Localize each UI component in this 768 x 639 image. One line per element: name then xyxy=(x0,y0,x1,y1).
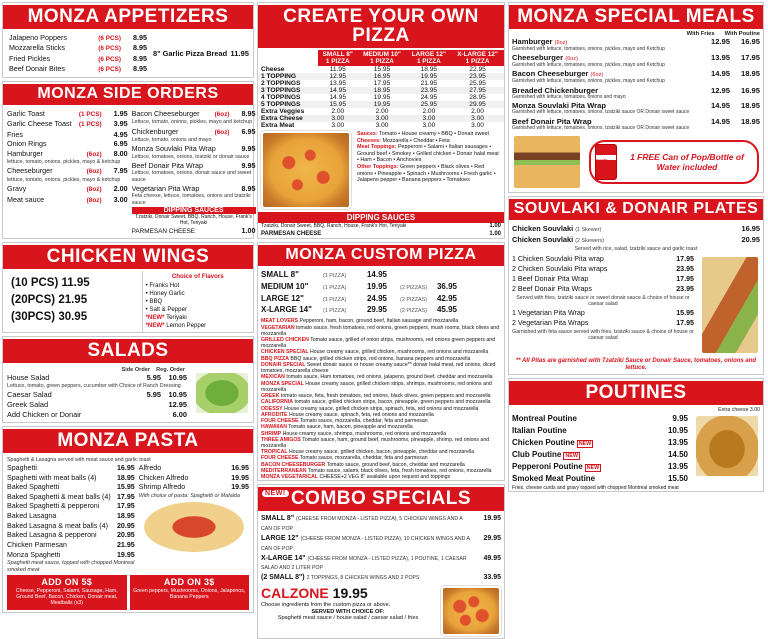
list-item: 2 Beef Donair Pita Wraps 23.95 xyxy=(512,285,694,294)
list-item: • Salt & Pepper xyxy=(145,305,187,313)
list-item: MONZA VEGETARICAL CHEESE+2 VEG 8" available upon request and toppings xyxy=(261,474,451,481)
item-price: 8.95 xyxy=(133,43,147,53)
list-item xyxy=(7,149,128,159)
list-item: • Honey Garlic xyxy=(145,289,185,297)
section-appetizers xyxy=(2,2,254,78)
item-qty: (6oz) xyxy=(214,110,230,118)
col-with-fries: With Fries xyxy=(686,31,715,37)
list-item: Baked Lasagna & pepperoni 20.95 xyxy=(7,531,135,540)
pasta-left-column xyxy=(7,464,135,573)
list-item: Chicken Alfredo 19.95 xyxy=(138,473,249,482)
flavour-header: Choice of Flavors xyxy=(171,273,224,281)
addon-box-3: ADD ON 3$ Green peppers, Mushrooms, Onions, Jalapenos, Banana Peppers xyxy=(130,575,250,610)
list-item: SMALL 8" (CHEESE FROM MONZA - LISTED PIZZA), 5 CHICKEN WINGS AND A CAN OF POP 19.95 xyxy=(261,515,501,533)
list-item: LARGE 12" (1 PIZZA) 24.95 (2 PIZZAS) 42.95 xyxy=(261,293,457,303)
list-item: Greek Salad 12.95 xyxy=(7,399,187,409)
item-qty: (6oz) xyxy=(214,128,230,136)
item-name: Beef Donair Pita Wrap xyxy=(131,160,203,170)
table-row: 4 TOPPINGS 14.95 19.95 24.95 28.95 xyxy=(261,94,486,101)
section-salads xyxy=(2,336,254,423)
item-price: 9.95 xyxy=(241,144,256,154)
list-item: • Franks Hot xyxy=(145,281,180,289)
specialty-pizza-list xyxy=(258,318,504,480)
wings-sizes xyxy=(3,271,142,331)
item-price: 8.00 xyxy=(113,148,128,158)
list-item xyxy=(11,294,138,306)
item-price: 1.00 xyxy=(241,225,256,235)
list-item: Baked Spaghetti & pepperoni 17.95 xyxy=(7,502,135,511)
list-item xyxy=(7,166,128,176)
list-item: 1 Vegetarian Pita Wrap 15.95 xyxy=(512,309,694,318)
col-medium: MEDIUM 10" 1 PIZZA xyxy=(357,50,406,66)
item-price: 4.95 xyxy=(113,129,128,139)
list-item xyxy=(7,109,128,119)
list-item xyxy=(7,139,128,149)
list-item: Sauces: Tomato • House creamy • BBQ • Donair sweet xyxy=(357,131,490,137)
list-item: X-LARGE 14" (CHEESE FROM MONZA - LISTED PIZZA), 1 POUTINE, 1 CAESAR SALAD AND 2 LITER POP 49.95 xyxy=(261,554,501,572)
list-item: Italian Poutine 10.95 xyxy=(512,426,688,436)
item-price: 8.95 xyxy=(133,53,147,63)
item-name: Mozzarella Sticks xyxy=(9,43,65,53)
list-item: *NEW* Lemon Pepper xyxy=(145,321,207,329)
list-item: House Salad 5.95 10.95 xyxy=(7,372,187,382)
list-item: CHICKEN SPECIAL House creamy sauce, grilled chicken, mushrooms, red onions and mozzarella xyxy=(261,349,489,356)
list-item: Caesar Salad 5.95 10.95 xyxy=(7,389,187,399)
souvlaki-title: SOUVLAKI & DONAIR PLATES xyxy=(509,197,763,222)
item-desc: lettuce, tomato, onions, pickles, mayo & ketchup xyxy=(7,176,121,183)
item-price: 8.95 xyxy=(241,108,256,118)
item-price: 8.95 xyxy=(241,183,256,193)
list-item: VEGETARIAN tomato sauce, fresh tomatoes, red onions, green peppers, mush rooms, black olives and mozzarella xyxy=(261,324,500,337)
table-row: Extra Veggies 2.00 2.00 2.00 2.00 xyxy=(261,108,484,115)
section-souvlaki-donair xyxy=(508,196,764,375)
list-item: FOUR CHEESE Tomato sauce, mozzarella, cheddar, feta and parmesan xyxy=(261,455,428,462)
item-price: 3.00 xyxy=(113,194,128,204)
table-row: 3 TOPPINGS 14.95 18.95 23.95 27.95 xyxy=(258,87,504,94)
item-name: Caesar Salad xyxy=(7,389,52,399)
create-pizza-title: CREATE YOUR OWN PIZZA xyxy=(258,3,504,50)
list-item xyxy=(132,109,256,119)
coke-can-icon: Coca-Cola xyxy=(595,144,617,180)
item-name: PARMESAN CHEESE xyxy=(131,227,196,235)
sides-left-column xyxy=(7,109,128,237)
promo-text: 1 FREE Can of Pop/Bottle of Water included xyxy=(630,152,744,173)
pizza-photo xyxy=(261,131,351,209)
list-item: TROPICAL House creamy sauce, grilled chicken, bacon, pineapple, cheddar and mozzarella xyxy=(261,449,475,456)
calzone-price: 19.95 xyxy=(332,584,368,601)
item-price: 8.95 xyxy=(133,64,147,74)
item-desc: lettuce, tomato, onions, pickles, mayo & ketchup xyxy=(7,159,121,166)
dipping-title: DIPPING SAUCES xyxy=(132,207,256,214)
pasta-subtitle: Spaghetti & Lasagna served with meat sauce and garlic toast xyxy=(7,456,151,463)
item-price: 2.00 xyxy=(113,184,128,194)
item-price: 3.95 xyxy=(113,119,128,129)
custom-pizza-title: MONZA CUSTOM PIZZA xyxy=(258,243,504,268)
list-item: AFRODITE House creamy sauce, spinach, feta, red onions and mozzarella xyxy=(261,411,434,418)
list-item xyxy=(11,277,138,289)
list-item: Club Poutine NEW 14.50 xyxy=(512,450,688,460)
wing-price: 30.95 xyxy=(58,311,88,324)
list-item xyxy=(132,226,256,236)
col-large: LARGE 12" 1 PIZZA xyxy=(407,50,452,66)
item-name: Jalapeno Poppers xyxy=(9,33,67,42)
list-item: THREE AMIGOS Tomato sauce, ham, ground beef, mushrooms, pineapple, shrimp, red onions and mozzarella xyxy=(261,436,490,449)
item-desc: Lettuce, tomatoes, onions, tzatziki or donair sauce xyxy=(131,153,250,160)
item-name: Hamburger xyxy=(7,148,43,158)
section-special-meals xyxy=(508,2,764,193)
list-item: Meat Toppings: Pepperoni • Salami • Italian sausages • Ground beef • Smokey • Grilled chicken • Donair halal meat • Ham • Bacon • Anchovies xyxy=(357,144,499,164)
item-name: Add Chicken or Donair xyxy=(7,409,82,419)
salad-col-2: Reg. Order xyxy=(156,366,185,373)
list-item: Chicken Poutine NEW 13.95 xyxy=(512,438,688,448)
table-row: Cheese 11.95 15.95 18.95 22.95 xyxy=(261,66,486,73)
list-item xyxy=(7,184,128,194)
list-item: Bacon Cheeseburger (6oz) 14.95 18.95 xyxy=(512,69,760,79)
list-item: 1 Beef Donair Pita Wrap 17.95 xyxy=(512,275,694,284)
pasta-note: Spaghetti meat sauce, topped with chopped Montreal smoked meat xyxy=(7,560,135,573)
list-item xyxy=(7,64,149,74)
list-item: SHRIMP House creamy sauce, shrimps, mushrooms, red onions and mozzarella xyxy=(261,430,447,437)
col-xlarge: X-LARGE 12" 1 PIZZA xyxy=(451,50,504,66)
poutine-photo xyxy=(694,414,760,478)
list-item: MEAT LOVERS Pepperoni, ham, bacon, ground beef, Italian sausage and mozzarella xyxy=(261,318,459,325)
list-item xyxy=(7,33,149,43)
item-name: Onion Rings xyxy=(7,139,47,149)
list-item: GRILLED CHICKEN Tomato sauce, grilled of onion strips, mushrooms, red onions green peppers and mozzarella xyxy=(261,337,496,350)
list-item: MEXICAN tomato sauce, Ham tomatoes, red onions, jalapeno, ground beef, cheddar and mozzarella xyxy=(261,374,493,381)
wrap-note: Served with fries, tzatziki sauce or sweet donair sauce & choice of house or caesar salad xyxy=(516,295,690,308)
list-item: Spaghetti with meat balls (4) 18.95 xyxy=(7,473,135,482)
wing-price: 21.95 xyxy=(58,294,88,307)
item-name: Vegetarian Pita Wrap xyxy=(131,183,200,193)
section-custom-pizza xyxy=(257,242,505,481)
souvlaki-photo xyxy=(700,255,760,355)
appetizers-title: MONZA APPETIZERS xyxy=(3,3,253,31)
list-item: CALIFORNIA tomato sauce, grilled chicken strips, bacon, pineapple, green peppers and mozzarella xyxy=(261,399,491,406)
list-item: MEDITERRANEAN Tomato sauce, salami, black olives, feta, fresh tomatoes, red onions, mozzarella xyxy=(261,467,492,474)
item-qty: (1 PCS) xyxy=(78,110,102,118)
pasta-photo xyxy=(142,500,246,554)
item-name: Gravy xyxy=(7,184,27,194)
free-drink-promo xyxy=(589,140,759,184)
special-meals-list: Hamburger (6oz) 12.95 16.95 Garnished with lettuce, tomatoes, onions, pickles, mayo and Ketchup Cheeseburger (6oz) 13.95 17.95 Garnished with lettuce, tomatoes, onions, pickles, mayo and Ketchup Bacon Cheeseburger (6oz) 14.95 18.95 Garnished with lettuce, tomatoes, onions, pickles, mayo and Ketchup Breaded Chickenburger 12.95 16.95 Garnished with lettuce, tomatoes, onions and mayo Monza Souvlaki Pita Wrap 14.95 18.95 Garnished with lettuce, tomatoes, onions, tzatziki sauce OR Donair sweet sauce Beef Donair Pita Wrap 14.95 18.95 Garnished with lettuce, tomatoes, onions, tzatziki sauce OR Donair sweet sauce xyxy=(509,37,763,132)
item-name: Garlic Cheese Toast xyxy=(7,119,72,129)
table-row: Extra Meat 3.00 3.00 3.00 3.00 xyxy=(261,122,484,129)
item-name: Fried Pickles xyxy=(9,53,51,63)
table-row: Extra Cheese 3.00 3.00 3.00 3.00 xyxy=(258,115,504,122)
item-name: Chickenburger xyxy=(131,126,179,136)
wings-flavours xyxy=(142,271,253,331)
list-item: Baked Lasagna 18.95 xyxy=(7,512,135,521)
wing-size: (10 PCS) xyxy=(11,277,59,290)
list-item: Shrimp Alfredo 19.95 xyxy=(138,483,249,492)
item-name: House Salad xyxy=(7,372,50,382)
special-meals-title: MONZA SPECIAL MEALS xyxy=(509,3,763,31)
item-qty: (6oz) xyxy=(86,168,102,176)
calzone-served: SERVED WITH CHOICE OF: xyxy=(311,608,385,615)
list-item: Breaded Chickenburger 12.95 16.95 xyxy=(512,85,760,95)
list-item: FOUR CHEESE Tomato sauce, mozzarella, cheddar, feta and parmesan xyxy=(261,418,428,425)
list-item: Tzatziki, Donair Sweet, BBQ, Ranch, House, Frank's Hot, Teriyaki 1.00 xyxy=(261,223,501,229)
item-desc: Lettuce, tomato, green peppers, cucumber with Choice of Ranch Dressing xyxy=(7,382,181,389)
pasta-title: MONZA PASTA xyxy=(3,427,253,455)
list-item xyxy=(7,119,128,129)
list-item: SMALL 8" (1 PIZZA) 14.95 xyxy=(261,270,387,279)
item-name: Bacon Cheeseburger xyxy=(131,108,200,118)
item-qty: (6 PCS) xyxy=(98,35,121,42)
item-desc: Lettuce, tomato, onions, pickles, mayo and ketchup xyxy=(131,119,253,126)
list-item: Montreal Poutine 9.95 xyxy=(512,414,688,424)
list-item: ODESSY House creamy sauce, grilled chicken strips, spinach, feta, red onions and mozzarella xyxy=(261,405,479,412)
list-item: 2 Vegetarian Pita Wraps 17.95 xyxy=(512,319,694,328)
salad-photo xyxy=(194,371,250,415)
list-item: MEDIUM 10" (1 PIZZA) 19.95 (2 PIZZAS) 36.95 xyxy=(261,281,457,291)
list-item xyxy=(7,130,128,140)
calzone-photo xyxy=(441,586,501,636)
list-item: HAWAIIAN Tomato sauce, ham, bacon, pineapple and mozzarella xyxy=(261,424,413,431)
item-name: Meat sauce xyxy=(7,194,45,204)
item-qty: (1 PCS) xyxy=(78,121,102,129)
poutine-note: Fries, cheese curds and gravy topped with chopped Montreal smoked meat xyxy=(512,485,679,492)
list-item: Smoked Meat Poutine 15.50 xyxy=(512,474,688,484)
item-qty: (6 PCS) xyxy=(98,66,121,74)
item-qty: (6 PCS) xyxy=(98,45,121,53)
calzone-label: CALZONE xyxy=(261,584,329,601)
list-item xyxy=(7,54,149,64)
list-item: Monza Souvlaki Pita Wrap 14.95 18.95 xyxy=(512,101,760,111)
list-item: (2 SMALL 8") 2 TOPPINGS, 8 CHICKEN WINGS AND 2 POPS 33.95 xyxy=(261,574,501,582)
list-item: X-LARGE 14" (1 PIZZA) 29.95 (2 PIZZAS) 45.95 xyxy=(261,305,457,315)
list-item: DONAIR SPECIAL Sweet donair sauce or house creamy sauce** donair halal meat, red onions, diced tomatoes, mozzarella cheese xyxy=(261,361,496,375)
burger-photo xyxy=(512,134,582,190)
item-qty: (8oz) xyxy=(86,196,102,204)
salads-title: SALADS xyxy=(3,337,253,365)
combo-title-band xyxy=(258,485,504,513)
plate-note: Served with rice, salad, tzatziki sauce and garlic toast xyxy=(574,246,698,253)
item-price: 6.95 xyxy=(241,126,256,136)
list-item: *NEW* Teriyaki xyxy=(145,313,187,321)
list-item: Chicken Parmesan 21.95 xyxy=(7,541,135,550)
item-name: Cheeseburger xyxy=(7,166,53,176)
dipping-sauces-title: DIPPING SAUCES xyxy=(258,212,504,223)
item-price: 7.95 xyxy=(113,166,128,176)
item-name: Monza Souvlaki Pita Wrap xyxy=(131,144,216,154)
list-item: Chicken Souvlaki (2 Skewers) 20.95 xyxy=(512,234,760,244)
pasta-right-note: With choice of pasta: Spaghetti or Mafalda xyxy=(138,492,240,499)
item-price: 1.95 xyxy=(113,108,128,118)
calzone-options: Spaghetti meat sauce / house salad / caesar salad / fries xyxy=(277,614,419,621)
section-pasta xyxy=(2,426,254,613)
list-item: • BBQ xyxy=(145,297,163,305)
list-item xyxy=(132,161,256,171)
garlic-bread-name: 8" Garlic Pizza Bread xyxy=(153,49,228,59)
list-item xyxy=(132,144,256,154)
wing-size: (20PCS) xyxy=(11,294,56,307)
salad-col-1: Side Order xyxy=(121,366,151,373)
combo-title: COMBO SPECIALS xyxy=(290,488,472,510)
souvlaki-footer: ** All Pitas are garnished with Tzatziki Sauce or Donair Sauce, tomatoes, onions and lettuce. xyxy=(515,358,757,372)
table-row: 1 TOPPING 12.95 16.95 19.95 23.95 xyxy=(258,73,504,80)
garlic-bread-price: 11.95 xyxy=(230,49,249,59)
list-item: Beef Donair Pita Wrap 14.95 18.95 xyxy=(512,116,760,126)
column-right xyxy=(508,2,764,492)
column-middle xyxy=(257,2,505,621)
list-item xyxy=(132,127,256,137)
item-qty: (6oz) xyxy=(86,150,102,158)
list-item: Cheeseburger (6oz) 13.95 17.95 xyxy=(512,53,760,63)
item-desc: Lettuce, tomatoes, onions, donair sauce and sweet sauce xyxy=(131,170,252,183)
list-item: BACON CHEESEBURGER Tomato sauce, ground beef, bacon, cheddar and mozzarella xyxy=(261,461,465,468)
list-item: Monza Spaghetti 19.95 xyxy=(7,550,135,559)
list-item: BBQ PIZZA BBQ sauce, grilled chicken strips, red onions, banana peppers and mozzarella xyxy=(261,355,471,362)
section-combo-specials xyxy=(257,484,505,639)
list-item: LARGE 12" (CHEESE FROM MONZA - LISTED PIZZA), 10 CHICKEN WINGS AND A CAN OF POP 29.95 xyxy=(261,535,501,552)
list-item: Hamburger (6oz) 12.95 16.95 xyxy=(512,37,760,46)
item-qty: (8oz) xyxy=(86,186,102,194)
list-item: Cheeses: Mozzarella • Cheddar • Feta xyxy=(357,137,450,144)
list-item: 1 Chicken Souvlaki Pita wrap 17.95 xyxy=(512,255,694,264)
poutine-extra: Extra cheese 3.00 xyxy=(718,407,760,414)
item-name: Greek Salad xyxy=(7,399,49,409)
item-qty: (6 PCS) xyxy=(98,55,121,63)
list-item xyxy=(11,311,138,323)
list-item: Pepperoni Poutine NEW 13.95 xyxy=(512,462,688,472)
list-item: Spaghetti 16.95 xyxy=(7,463,135,472)
topping-notes xyxy=(354,129,504,211)
pasta-right-column xyxy=(139,464,249,573)
list-item: 2 Chicken Souvlaki Pita wraps 23.95 xyxy=(512,265,694,274)
poutines-title: POUTINES xyxy=(509,379,763,407)
list-item: Baked Lasagna & meat balls (4) 20.95 xyxy=(7,521,135,530)
item-price: 6.95 xyxy=(113,139,128,149)
list-item xyxy=(7,195,128,205)
new-badge: NEW! xyxy=(262,490,289,497)
list-item: Baked Spaghetti 15.95 xyxy=(7,483,135,492)
section-chicken-wings xyxy=(2,242,254,332)
item-name: Fries xyxy=(7,129,23,139)
sides-right-column xyxy=(132,109,256,237)
list-item: Add Chicken or Donair 6.00 xyxy=(7,409,187,419)
list-item: Chicken Souvlaki (1 Skewer) 16.95 xyxy=(512,224,760,234)
item-desc: Lettuce, tomato, onions and mayo xyxy=(131,136,212,143)
list-item xyxy=(7,43,149,53)
section-poutines xyxy=(508,378,764,492)
list-item: GREEK tomato sauce, feta, fresh tomatoes, red onions, black olives, green peppers and mozzarella xyxy=(261,393,491,400)
addon-box-5: ADD ON 5$ Cheese, Pepperoni, Salami, Sausage, Ham, Ground Beef, Bacon, Chicken, Donair meat, Meatballs (x3) xyxy=(7,575,127,610)
table-row: 5 TOPPINGS 15.95 19.95 25.95 29.95 xyxy=(258,101,504,108)
pizza-price-table xyxy=(258,50,504,129)
sides-title: MONZA SIDE ORDERS xyxy=(3,82,253,107)
wings-title: CHICKEN WINGS xyxy=(3,243,253,271)
item-name: Garlic Toast xyxy=(7,108,45,118)
item-name: Beef Donair Bites xyxy=(9,64,65,74)
dipping-line: Tzatziki, Donair Sweet, BBQ, Ranch, House, Frank's Hot, Teriyaki xyxy=(135,213,252,226)
item-desc: Feta cheese, lettuce, tomatoes, onions and tzatziki sauce xyxy=(131,193,251,206)
item-price: 8.95 xyxy=(133,33,147,42)
table-row: 2 TOPPINGS 13.95 17.95 21.95 25.95 xyxy=(261,80,486,87)
wing-price: 11.95 xyxy=(61,277,90,290)
list-item: Other Toppings: Green peppers • Black olives • Red onions • Pineapple • Spinach • Mushrooms • Fresh garlic • Jalapeno pepper • Banana peppers • Tomatoes xyxy=(357,163,496,184)
veg-note: Garnished with feta sauce served with fries, tzatziki sauce & choice of house or caesar salad xyxy=(512,329,694,342)
column-left xyxy=(2,2,256,607)
wing-size: (30PCS) xyxy=(11,311,56,324)
list-item: PARMESAN CHEESE 1.00 xyxy=(261,230,501,237)
list-item: MONZA SPECIAL House creamy sauce, grilled chicken strips, shrimps, mushrooms, red onions and mozzarella xyxy=(261,380,492,393)
list-item xyxy=(132,184,256,194)
list-item: Alfredo 16.95 xyxy=(138,463,249,472)
col-with-poutine: With Poutine xyxy=(724,31,760,37)
col-small: SMALL 8" 1 PIZZA xyxy=(318,50,357,66)
section-side-orders xyxy=(2,81,254,240)
section-create-your-own-pizza xyxy=(257,2,505,239)
item-price: 9.95 xyxy=(241,160,256,170)
calzone-note: Choose ingredients from the custom pizza or above. xyxy=(261,601,391,608)
list-item: Baked Spaghetti & meat balls (4) 17.95 xyxy=(7,492,135,501)
